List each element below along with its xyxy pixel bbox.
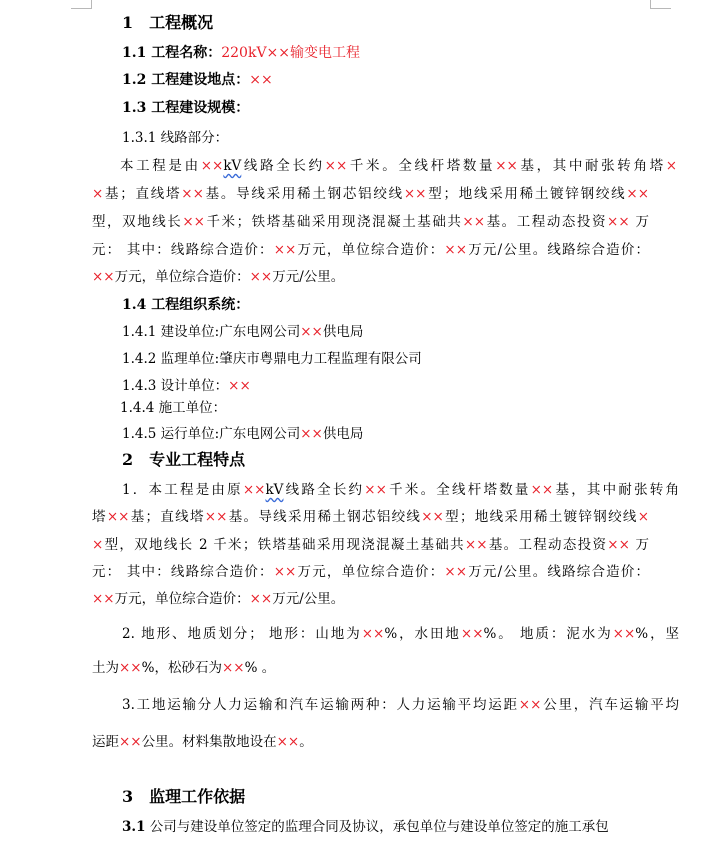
placeholder-mark: ×× [276,734,300,750]
sec2-para1-line-3 [92,536,649,554]
text-run: 线路全长约 [283,482,365,498]
text-run: 型；地线采用稀土镀锌钢绞线 [443,509,638,525]
text-run: 万元，单位综合造价： [296,564,445,580]
page-corner-mark-left [71,0,92,9]
text-run: 万 [629,214,650,230]
placeholder-mark: ×× [242,482,266,498]
placeholder-mark: ×× [495,158,518,174]
voltage-unit: kV [223,158,242,174]
sec2-para2-line-1 [122,625,679,643]
placeholder-mark: ×× [181,186,204,202]
text-run: 型，双地线长 2 千米；铁塔基础采用现浇混凝土基础共 [103,537,465,553]
text-run: 基，其中耐张转角塔 [517,158,666,174]
placeholder-mark: ×× [273,242,297,258]
text-run: 基。导线采用稀土钢芯铝绞线 [227,509,422,525]
text-run: 万元，单位综合造价： [114,269,250,285]
text-run: 运距 [92,734,119,750]
text-run: 基；直线塔 [129,509,205,525]
text-run: 3.工地运输分人力运输和汽车运输两种：人力运输平均运距 [122,697,519,713]
placeholder-mark: ×× [403,186,427,202]
text-run: 线路全长约 [241,158,325,174]
text-run: 万元/公里。线路综合造价： [467,564,650,580]
placeholder-mark: ×× [221,660,245,676]
sec2-para1-line-2 [92,508,649,526]
text-run: 2. 地形、地质划分； 地形：山地为 [122,626,362,642]
placeholder-mark: ×× [612,626,636,642]
placeholder-mark: ×× [361,626,385,642]
sec2-para1-line-1 [122,481,679,499]
text-run: 公里。材料集散地设在 [141,734,277,750]
placeholder-mark: ×× [518,697,542,713]
text-run: 。 [299,734,313,750]
sec2-para1-line-5 [92,590,344,608]
text-run: 万元，单位综合造价： [114,591,250,607]
placeholder-mark: ×× [444,564,468,580]
text-run: 基。工程动态投资 [487,537,608,553]
sec1-para-line-5 [92,268,344,286]
text-run: 土为 [92,660,119,676]
text-run: %。 地质：泥水为 [483,626,613,642]
org-construction-contractor: 1.4.4 施工单位： [120,400,227,416]
text-run: 元： 其中：线路综合造价： [92,242,274,258]
text-run: %，水田地 [384,626,461,642]
sec1-para-line-3 [92,213,649,231]
placeholder-mark: × [665,158,678,174]
placeholder-mark: ×× [607,214,630,230]
sec1-para-line-2 [92,185,649,203]
placeholder-mark: ×× [460,626,484,642]
sec1-para-line-4 [92,241,649,259]
text-run: 型，双地线长 [92,214,183,230]
placeholder-mark: ×× [462,214,486,230]
text-run: 型；地线采用稀土镀锌钢绞线 [426,186,627,202]
sec2-para3-line-1 [122,696,679,714]
voltage-unit: kV [265,482,284,498]
text-run: %，坚 [635,626,680,642]
section-2-title: 2 专业工程特点 [122,450,246,469]
text-run: 基。导线采用稀土钢芯铝绞线 [203,186,404,202]
text-run: 万元/公里。线路综合造价： [467,242,650,258]
placeholder-mark: ×× [444,242,468,258]
text-run: 公里，汽车运输平均 [541,697,679,713]
placeholder-mark: ×× [324,158,348,174]
placeholder-mark: ×× [119,660,142,676]
org-design-unit: 1.4.3 设计单位：×× [122,378,251,394]
page-corner-mark-right [650,0,671,9]
text-run: %，松砂石为 [141,660,222,676]
placeholder-mark: ×× [607,537,630,553]
text-run: 千米；铁塔基础采用现浇混凝土基础共 [204,214,463,230]
sec2-para3-line-2 [92,733,313,751]
placeholder-mark: ×× [364,482,387,498]
sec3-para-line-1: 3.1 公司与建设单位签定的监理合同及协议，承包单位与建设单位签定的施工承包 [122,819,609,835]
placeholder-mark: ×× [249,591,273,607]
placeholder-mark: ×× [106,509,130,525]
project-name-value: 220kV××输变电工程 [221,45,361,61]
placeholder-mark: × [637,509,650,525]
sec2-para1-line-4 [92,563,649,581]
text-run: 万元/公里。 [272,269,345,285]
placeholder-mark: ×× [421,509,444,525]
text-run: 万元，单位综合造价： [296,242,445,258]
org-construction-unit: 1.4.1 建设单位:广东电网公司××供电局 [122,324,364,340]
project-scale-label: 1.3 工程建设规模： [122,100,250,116]
placeholder-mark: ×× [530,482,554,498]
project-site-label: 1.2 工程建设地点： [122,72,250,88]
placeholder-mark: ×× [273,564,297,580]
placeholder-mark: ×× [204,509,228,525]
project-site-line [122,71,273,89]
placeholder-mark: ×× [182,214,205,230]
placeholder-mark: × [92,537,104,553]
org-operation-unit: 1.4.5 运行单位:广东电网公司××供电局 [122,426,364,442]
text-run: 千米。全线杆塔数量 [347,158,496,174]
text-run: 万 [629,537,650,553]
text-run: % 。 [244,660,276,676]
placeholder-mark: ×× [200,158,224,174]
project-name-line [122,44,360,62]
placeholder-mark: ×× [626,186,650,202]
section-1-title: 1 工程概况 [122,13,214,32]
project-site-value: ×× [249,72,273,88]
org-supervision-unit: 1.4.2 监理单位:肇庆市粤鼎电力工程监理有限公司 [122,351,422,367]
text-run: 万元/公里。 [272,591,345,607]
placeholder-mark: ×× [464,537,488,553]
text-run: 元： 其中：线路综合造价： [92,564,274,580]
text-run: 基。工程动态投资 [485,214,608,230]
line-part-label: 1.3.1 线路部分： [122,130,229,146]
text-run: 塔 [92,509,107,525]
text-run: 本工程是由 [120,158,201,174]
placeholder-mark: ×× [92,591,115,607]
sec1-para-line-1 [120,157,677,175]
section-3-title: 3 监理工作依据 [122,787,246,806]
project-name-label: 1.1 工程名称： [122,45,222,61]
placeholder-mark: ×× [119,734,142,750]
sec2-para2-line-2 [92,659,275,677]
text-run: 1．本工程是由原 [122,482,243,498]
placeholder-mark: ×× [249,269,273,285]
org-system-label: 1.4 工程组织系统： [122,297,250,313]
placeholder-mark: × [92,186,104,202]
text-run: 基；直线塔 [103,186,182,202]
text-run: 千米。全线杆塔数量 [386,482,531,498]
placeholder-mark: ×× [92,269,115,285]
text-run: 基，其中耐张转角 [553,482,680,498]
